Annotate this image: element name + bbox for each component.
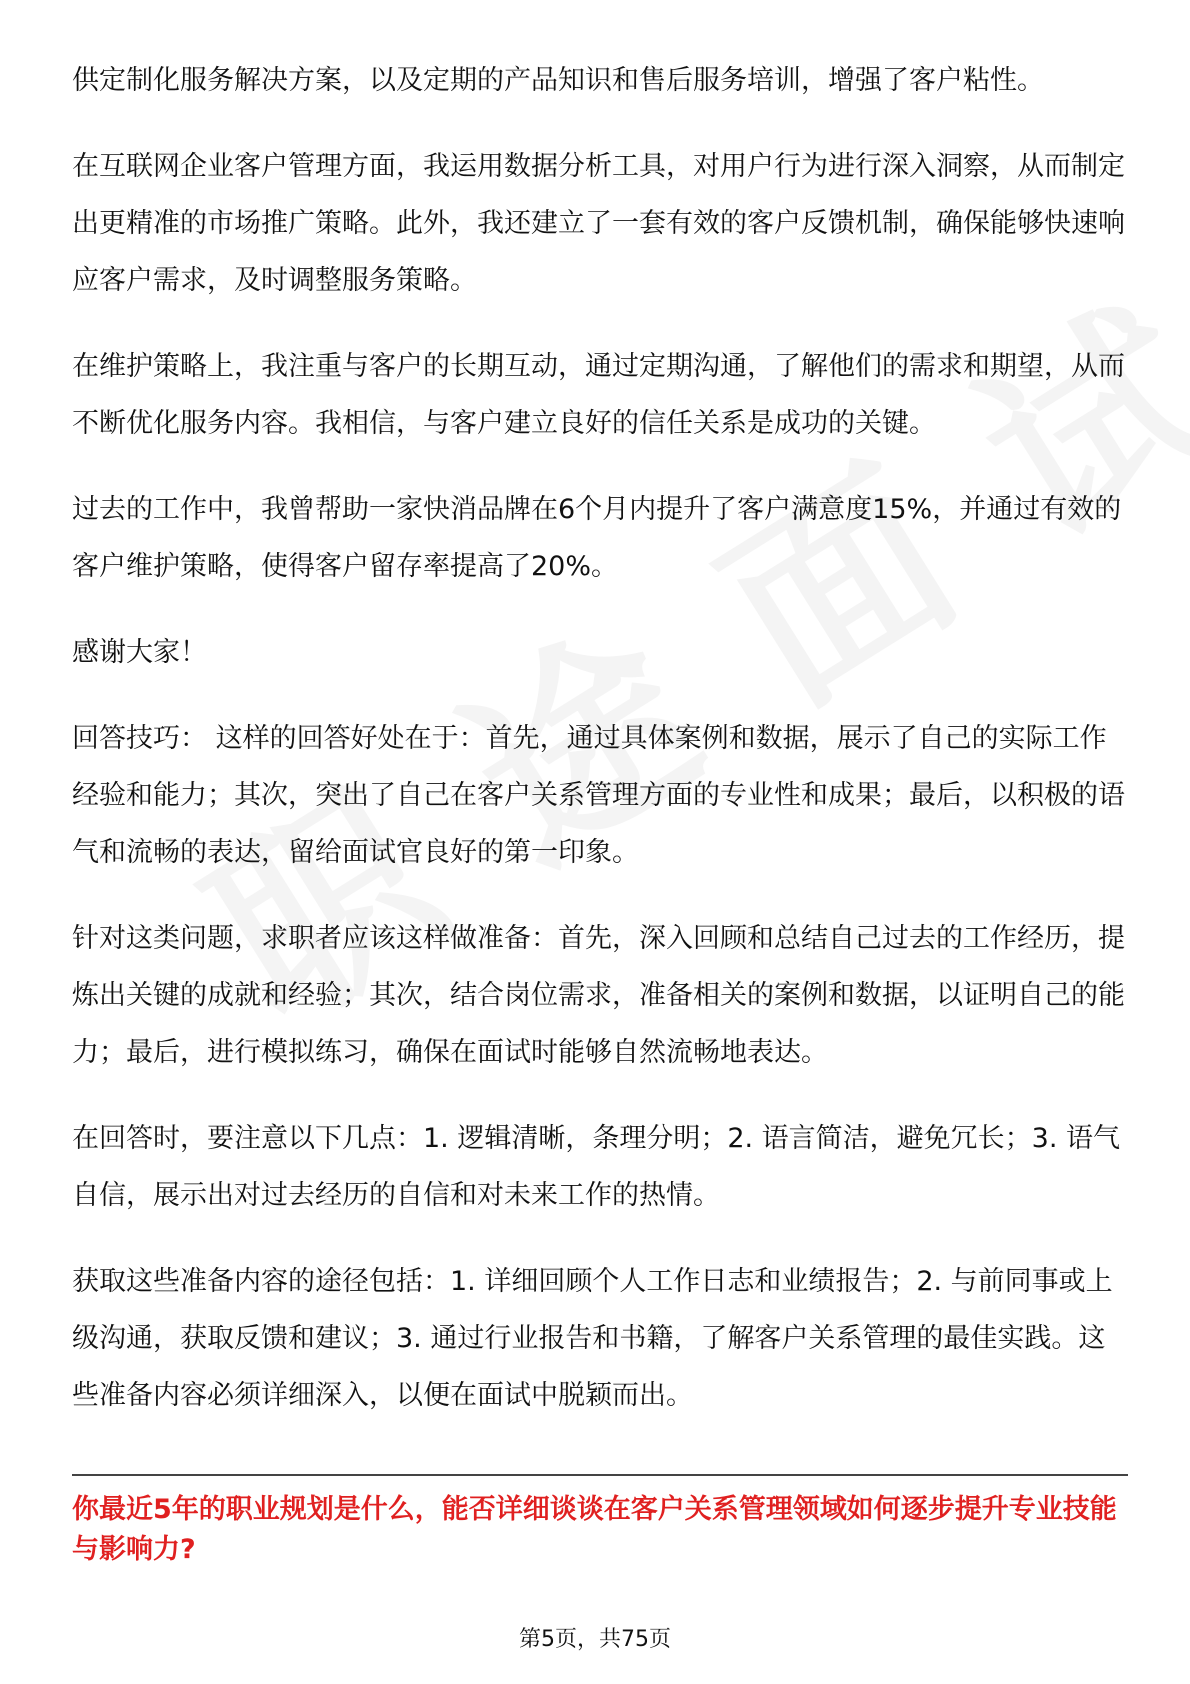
question-heading: 你最近5年的职业规划是什么，能否详细谈谈在客户关系管理领域如何逐步提升专业技能与影响力? [72,1494,1117,1565]
paragraph: 针对这类问题，求职者应该这样做准备：首先，深入回顾和总结自己过去的工作经历，提炼出关键的成就和经验；其次，结合岗位需求，准备相关的案例和数据，以证明自己的能力；最后，进行模拟练习，确保在面试时能够自然流畅地表达。 [72,923,1125,1068]
paragraph: 供定制化服务解决方案，以及定期的产品知识和售后服务培训，增强了客户粘性。 [72,65,1044,96]
document-body [72,52,1128,1453]
paragraph: 在维护策略上，我注重与客户的长期互动，通过定期沟通，了解他们的需求和期望，从而不断优化服务内容。我相信，与客户建立良好的信任关系是成功的关键。 [72,351,1125,439]
paragraph: 感谢大家！ [72,637,207,668]
paragraph: 回答技巧： 这样的回答好处在于：首先，通过具体案例和数据，展示了自己的实际工作经验和能力；其次，突出了自己在客户关系管理方面的专业性和成果；最后，以积极的语气和流畅的表达，留给面试官良好的第一印象。 [72,723,1125,868]
paragraph: 获取这些准备内容的途径包括：1. 详细回顾个人工作日志和业绩报告；2. 与前同事或上级沟通，获取反馈和建议；3. 通过行业报告和书籍，了解客户关系管理的最佳实践。这些准备内容必须详细深入，以便在面试中脱颖而出。 [72,1266,1113,1411]
paragraph: 在回答时，要注意以下几点：1. 逻辑清晰，条理分明；2. 语言简洁，避免冗长；3. 语气自信，展示出对过去经历的自信和对未来工作的热情。 [72,1123,1121,1211]
paragraph: 过去的工作中，我曾帮助一家快消品牌在6个月内提升了客户满意度15%，并通过有效的客户维护策略，使得客户留存率提高了20%。 [72,494,1122,582]
page-number: 第5页，共75页 [519,1627,671,1652]
paragraph: 在互联网企业客户管理方面，我运用数据分析工具，对用户行为进行深入洞察，从而制定出更精准的市场推广策略。此外，我还建立了一套有效的客户反馈机制，确保能够快速响应客户需求，及时调整服务策略。 [72,151,1125,296]
section-divider [72,1474,1128,1476]
